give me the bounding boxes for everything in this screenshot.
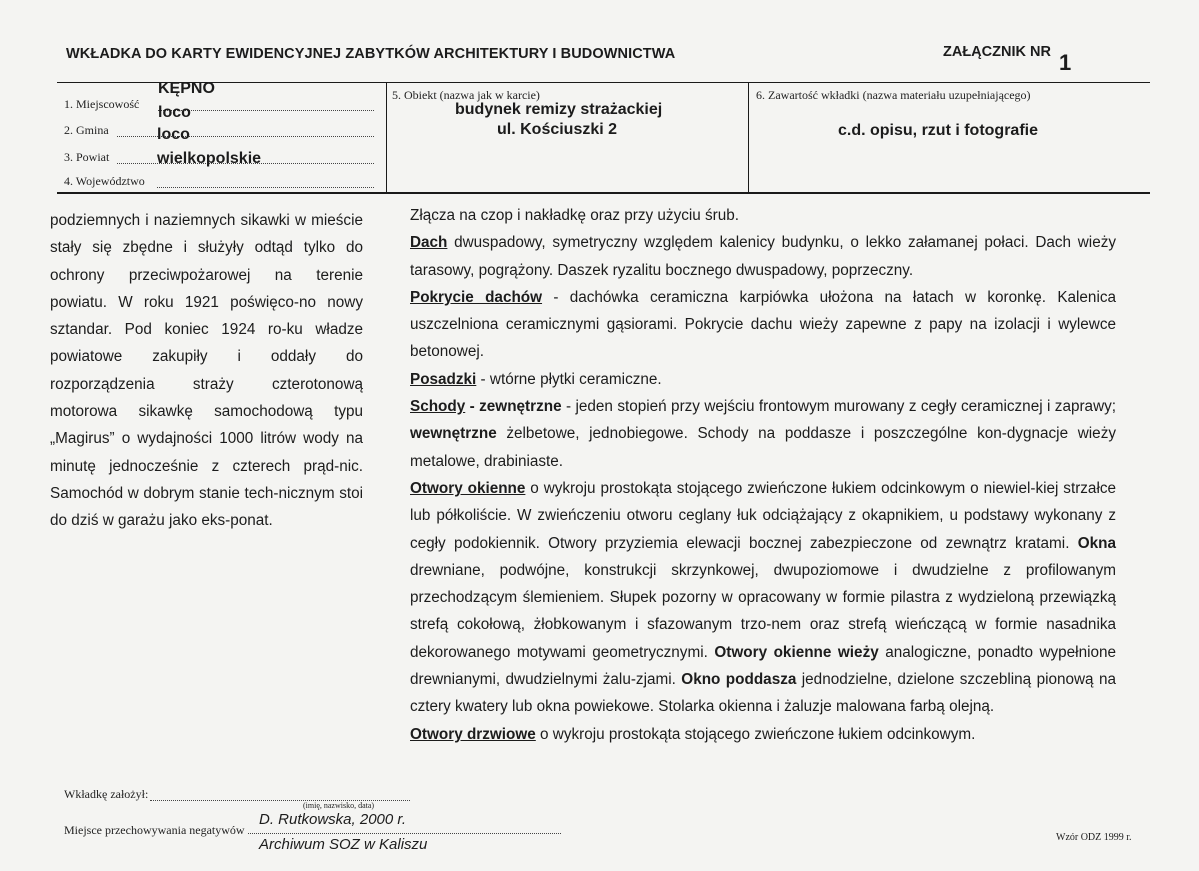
- powiat-value: wielkopolskie: [157, 150, 262, 167]
- attachment-label: ZAŁĄCZNIK NR: [943, 44, 1051, 60]
- form-id: Wzór ODZ 1999 r.: [1056, 832, 1132, 843]
- paragraph-otwory-okienne: Otwory okienne o wykroju prostokąta stojącego zwieńczone łukiem odcinkowym o niewiel-kiej strzałce lub półkoliście. W zwieńczeniu otworu ceglany łuk odciążający z okapnikiem, u podstawy wykonany z cegły podokiennik. Otwory przyziemia elewacji bocznej zabezpieczone od zewnątrz kratami. Okna drewniane, podwójne, konstrukcji skrzynkowej, dwupoziomowe i dwudzielne z profilowanym przechodzącym ślemieniem. Słupek pozorny w opracowany w formie pilastra z wydzieloną przewiązką strefą cokołową, żłobkowanym i sfazowanym trzo-nem oraz strefą wieńczącą w formie nasadnika dekorowanego motywami geometrycznymi. Otwory okienne wieży analogiczne, ponadto wypełnione drewnianymi, dwudzielnymi żalu-zjami. Okno poddasza jednodzielne, dzielone szczebliną pionową na cztery kwatery lub okna powiekowe. Stolarka okienna i żaluzje malowana farbą olejną.: [410, 479, 1117, 716]
- left-column-text: podziemnych i naziemnych sikawki w mieście stały się zbędne i służyły odtąd tylko do ochrony przeciwpożarowej na terenie powiatu. W roku 1921 poświęco-no nowy sztandar. Pod koniec 1924 ro-ku władze powiatowe zakupiły i oddały do rozporządzenia straży czterotonową motorowa sikawkę samochodową typu „Magirus” o wydajności 1000 litrów wody na minutę jednocześnie z czterech prąd-nic. Samochód w dobrym stanie tech-nicznym stoi do dziś w garażu jako eks-ponat.: [50, 212, 363, 530]
- paragraph-otwory-drzwiowe: Otwory drzwiowe o wykroju prostokąta stojącego zwieńczone łukiem odcinkowym.: [410, 725, 976, 743]
- wojewodztwo-dots: [157, 187, 374, 188]
- zalozyl-caption: (imię, nazwisko, data): [303, 801, 375, 810]
- obiekt-line-1: budynek remizy strażackiej: [455, 101, 663, 118]
- miejscowosc-value: KĘPNO: [158, 80, 215, 97]
- zalozyl-value: D. Rutkowska, 2000 r.: [259, 811, 407, 828]
- paragraph-posadzki: Posadzki - wtórne płytki ceramiczne.: [410, 370, 662, 388]
- paragraph-zlacza: Złącza na czop i nakładkę oraz przy użyciu śrub.: [410, 207, 740, 224]
- negatywy-label: Miejsce przechowywania negatywów: [64, 823, 245, 837]
- gmina-dots: [117, 136, 374, 137]
- miejscowosc-label: 1. Miejscowość: [64, 97, 140, 111]
- zawartosc-value: c.d. opisu, rzut i fotografie: [838, 122, 1038, 139]
- right-column-text: [410, 202, 1116, 748]
- paragraph-dach: Dach dwuspadowy, symetryczny względem kalenicy budynku, o lekko załamanej połaci. Dach wieży tarasowy, pogrążony. Daszek ryzalitu bocznego dwuspadowy, poprzeczny.: [410, 234, 1116, 279]
- obiekt-label: 5. Obiekt (nazwa jak w karcie): [392, 88, 540, 102]
- negatywy-value: Archiwum SOZ w Kaliszu: [259, 836, 428, 853]
- zawartosc-label: 6. Zawartość wkładki (nazwa materiału uzupełniającego): [756, 88, 1031, 102]
- table-top-border: [57, 82, 1150, 83]
- document-title: WKŁADKA DO KARTY EWIDENCYJNEJ ZABYTKÓW ARCHITEKTURY I BUDOWNICTWA: [66, 46, 676, 62]
- gmina-value: loco: [157, 126, 190, 143]
- powiat-label: 3. Powiat: [64, 150, 110, 164]
- zalozyl-label: Wkładkę założył:: [64, 787, 149, 801]
- miejscowosc-value-2: loco: [158, 104, 191, 121]
- wojewodztwo-label: 4. Województwo: [64, 174, 145, 188]
- table-divider-2: [748, 82, 749, 192]
- paragraph-schody: Schody - zewnętrzne - jeden stopień przy wejściu frontowym murowany z cegły ceramicznej i zaprawy; wewnętrzne żelbetowe, jednobiegowe. Schody na poddasze i poszczególne kon-dygnacje wieży metalowe, drabiniaste.: [410, 398, 1117, 470]
- attachment-number: 1: [1059, 50, 1072, 75]
- paragraph-pokrycie: Pokrycie dachów - dachówka ceramiczna karpiówka ułożona na łatach w koronkę. Kalenica uszczelniona ceramicznymi gąsiorami. Pokrycie dachu wieży zapewne z papy na izolacji i wylewce betonowej.: [410, 288, 1116, 361]
- table-bottom-border: [57, 192, 1150, 194]
- table-divider-1: [386, 82, 387, 192]
- negatywy-dots: [248, 833, 561, 834]
- obiekt-line-2: ul. Kościuszki 2: [497, 121, 618, 138]
- gmina-label: 2. Gmina: [64, 123, 109, 137]
